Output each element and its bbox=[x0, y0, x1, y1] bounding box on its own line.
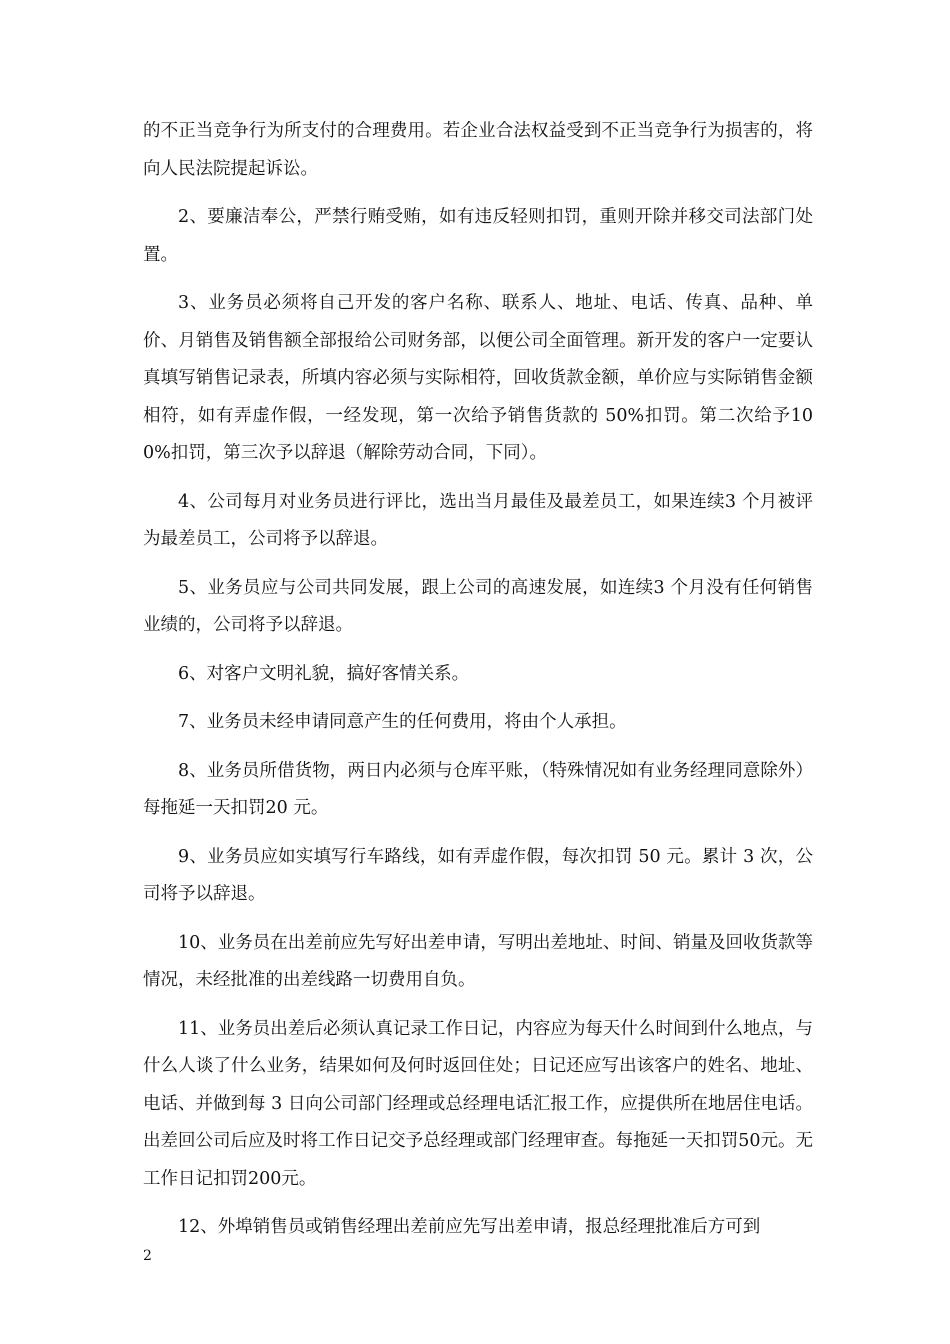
page-number: 2 bbox=[143, 1248, 152, 1264]
paragraph-item-12: 12、外埠销售员或销售经理出差前应先写出差申请，报总经理批准后方可到 bbox=[178, 1217, 761, 1237]
paragraph-item-4: 4、公司每月对业务员进行评比，选出当月最佳及最差员工，如果连续3 个月被评为最差员工，公司将予以辞退。 bbox=[143, 491, 813, 549]
paragraph-item-3: 3、业务员必须将自己开发的客户名称、联系人、地址、电话、传真、品种、单价、月销售及销售额全部报给公司财务部，以便公司全面管理。新开发的客户一定要认真填写销售记录表，所填内容必须与实际相符，回收货款金额，单价应与实际销售金额相符，如有弄虚作假，一经发现，第一次给予销售货款的 50%扣罚。第二次给予100%扣罚，第三次予以辞退（解除劳动合同，下同）。 bbox=[143, 293, 813, 463]
paragraph-continuation: 的不正当竞争行为所支付的合理费用。若企业合法权益受到不正当竞争行为损害的，将向人民法院提起诉讼。 bbox=[143, 121, 813, 179]
paragraph-item-5: 5、业务员应与公司共同发展，跟上公司的高速发展，如连续3 个月没有任何销售业绩的，公司将予以辞退。 bbox=[143, 577, 813, 635]
document-body bbox=[143, 113, 813, 1258]
paragraph-item-8: 8、业务员所借货物，两日内必须与仓库平账，（特殊情况如有业务经理同意除外）每拖延一天扣罚20 元。 bbox=[143, 760, 813, 818]
paragraph-item-7: 7、业务员未经申请同意产生的任何费用，将由个人承担。 bbox=[178, 712, 627, 732]
paragraph-item-11: 11、业务员出差后必须认真记录工作日记，内容应为每天什么时间到什么地点，与什么人谈了什么业务，结果如何及何时返回住处；日记还应写出该客户的姓名、地址、电话、并做到每 3 日向公司部门经理或总经理电话汇报工作，应提供所在地居住电话。出差回公司后应及时将工作日记交予总经理或部门经理审查。每拖延一天扣罚50元。无工作日记扣罚200元。 bbox=[143, 1018, 813, 1189]
paragraph-item-2: 2、要廉洁奉公，严禁行贿受贿，如有违反轻则扣罚，重则开除并移交司法部门处置。 bbox=[143, 207, 813, 265]
paragraph-item-6: 6、对客户文明礼貌，搞好客情关系。 bbox=[178, 663, 470, 684]
paragraph-item-10: 10、业务员在出差前应先写好出差申请，写明出差地址、时间、销量及回收货款等情况，未经批准的出差线路一切费用自负。 bbox=[143, 932, 813, 990]
paragraph-item-9: 9、业务员应如实填写行车路线，如有弄虚作假，每次扣罚 50 元。累计 3 次，公司将予以辞退。 bbox=[143, 846, 813, 904]
